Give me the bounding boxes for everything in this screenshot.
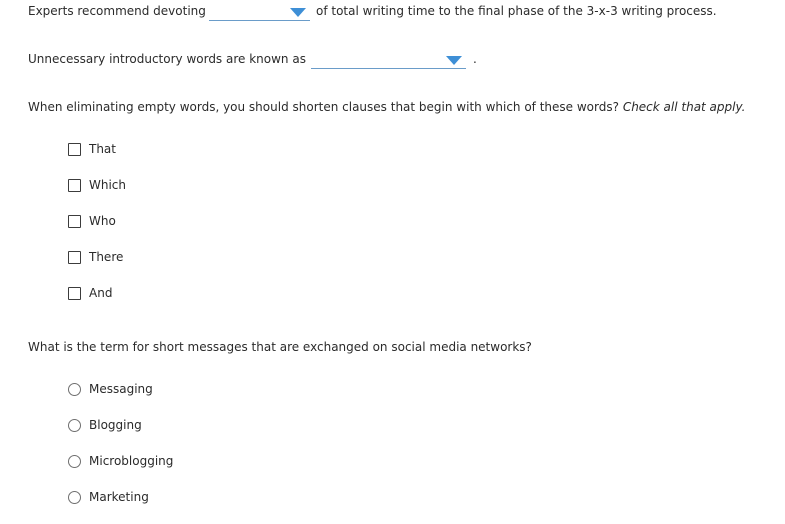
q3-prompt: When eliminating empty words, you should shorten clauses that begin with which of these words? <box>28 100 619 114</box>
checkbox[interactable] <box>68 215 81 228</box>
option-label: Messaging <box>89 382 153 396</box>
q3-option-who[interactable] <box>68 213 116 229</box>
checkbox[interactable] <box>68 287 81 300</box>
q4-option-microblogging[interactable] <box>68 453 173 469</box>
option-label: There <box>89 250 124 264</box>
caret-down-icon[interactable] <box>446 56 462 65</box>
radio-button[interactable] <box>68 491 81 504</box>
option-label: That <box>89 142 116 156</box>
q3-option-that[interactable] <box>68 141 116 157</box>
q1-prefix: Experts recommend devoting <box>28 4 206 18</box>
checkbox[interactable] <box>68 179 81 192</box>
caret-down-icon[interactable] <box>290 8 306 17</box>
q4-prompt: What is the term for short messages that are exchanged on social media networks? <box>28 340 532 354</box>
option-label: Microblogging <box>89 454 174 468</box>
q4-option-messaging[interactable] <box>68 381 153 397</box>
checkbox[interactable] <box>68 251 81 264</box>
q2-suffix: . <box>473 52 477 66</box>
option-label: Marketing <box>89 490 149 504</box>
option-label: And <box>89 286 113 300</box>
q3-instruction: Check all that apply. <box>622 100 746 114</box>
option-label: Blogging <box>89 418 142 432</box>
q1-suffix: of total writing time to the final phase of the 3-x-3 writing process. <box>316 4 717 18</box>
q2-prefix: Unnecessary introductory words are known as <box>28 52 306 66</box>
q4-option-marketing[interactable] <box>68 489 149 505</box>
radio-button[interactable] <box>68 383 81 396</box>
radio-button[interactable] <box>68 455 81 468</box>
q3-option-there[interactable] <box>68 249 123 265</box>
radio-button[interactable] <box>68 419 81 432</box>
q3-prompt-line <box>28 100 745 114</box>
option-label: Who <box>89 214 116 228</box>
option-label: Which <box>89 178 127 192</box>
q3-option-which[interactable] <box>68 177 126 193</box>
q1-dropdown[interactable] <box>209 4 310 21</box>
q4-option-blogging[interactable] <box>68 417 142 433</box>
q3-option-and[interactable] <box>68 285 112 301</box>
q2-dropdown[interactable] <box>311 52 466 69</box>
checkbox[interactable] <box>68 143 81 156</box>
